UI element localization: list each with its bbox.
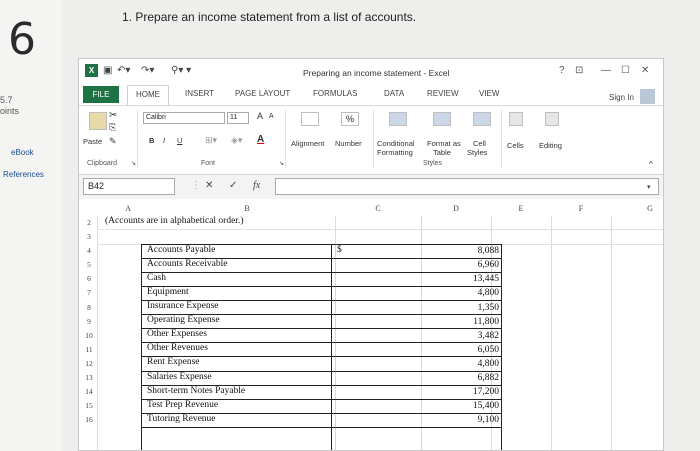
tab-data[interactable]: DATA bbox=[384, 89, 405, 98]
close-icon[interactable]: ✕ bbox=[641, 65, 650, 76]
tab-formulas[interactable]: FORMULAS bbox=[313, 89, 358, 98]
account-name-cell[interactable]: Other Revenues bbox=[147, 343, 208, 354]
spreadsheet-grid bbox=[79, 202, 664, 451]
divider bbox=[285, 110, 286, 168]
underline-button[interactable]: U bbox=[177, 136, 183, 145]
ribbon-tabs bbox=[79, 85, 664, 105]
amount-cell[interactable]: 4,800 bbox=[477, 358, 499, 369]
row-header[interactable]: 9 bbox=[87, 316, 91, 326]
expand-formula-icon[interactable]: ▾ bbox=[647, 184, 651, 191]
row-header[interactable]: 6 bbox=[87, 274, 91, 284]
alignment-icon[interactable] bbox=[301, 112, 319, 126]
amount-cell[interactable]: 6,960 bbox=[477, 260, 499, 271]
divider bbox=[137, 110, 138, 168]
table-border bbox=[141, 244, 501, 245]
collapse-ribbon-icon[interactable]: ^ bbox=[649, 160, 653, 169]
column-header-f[interactable]: F bbox=[578, 204, 584, 213]
cell-styles-icon bbox=[473, 112, 491, 126]
question-text: 1. Prepare an income statement from a list of accounts. bbox=[122, 10, 417, 24]
grid-line bbox=[335, 216, 336, 451]
amount-cell[interactable]: 1,350 bbox=[477, 302, 499, 313]
column-header-a[interactable]: A bbox=[125, 204, 131, 213]
row-header[interactable]: 2 bbox=[87, 218, 91, 227]
cell-styles-label-2[interactable]: Styles bbox=[467, 148, 488, 157]
grid-line bbox=[97, 216, 98, 451]
row-header[interactable]: 16 bbox=[85, 415, 93, 425]
cell-styles-button[interactable]: Cell bbox=[473, 139, 486, 148]
ebook-link[interactable]: eBook bbox=[11, 148, 34, 157]
conditional-formatting-label-2[interactable]: Formatting bbox=[377, 148, 413, 157]
amount-cell[interactable]: 6,050 bbox=[477, 344, 499, 355]
account-name-cell[interactable]: Accounts Receivable bbox=[147, 258, 228, 269]
row-header[interactable]: 11 bbox=[85, 344, 93, 354]
row-header[interactable]: 4 bbox=[87, 246, 91, 256]
column-header-g[interactable]: G bbox=[647, 204, 653, 213]
amount-cell[interactable]: 15,400 bbox=[472, 401, 499, 412]
styles-group-label: Styles bbox=[423, 160, 443, 167]
clipboard-launcher-icon[interactable]: ↘ bbox=[131, 161, 137, 167]
account-name-cell[interactable]: Equipment bbox=[147, 286, 189, 297]
minimize-icon[interactable]: — bbox=[601, 65, 611, 76]
paste-icon[interactable] bbox=[89, 112, 107, 130]
account-name-cell[interactable]: Rent Expense bbox=[147, 357, 200, 368]
column-header-b[interactable]: B bbox=[244, 204, 250, 213]
table-border bbox=[331, 244, 332, 451]
percent-icon[interactable]: % bbox=[341, 112, 359, 126]
divider bbox=[373, 110, 374, 168]
insert-function-button[interactable]: fx bbox=[253, 180, 261, 191]
row-header[interactable]: 5 bbox=[87, 260, 91, 270]
window-title: Preparing an income statement - Excel bbox=[303, 68, 450, 78]
grid-line bbox=[141, 427, 501, 428]
row-header[interactable]: 7 bbox=[87, 288, 91, 298]
row-header[interactable]: 8 bbox=[87, 302, 91, 312]
row-header[interactable]: 10 bbox=[85, 330, 93, 340]
font-launcher-icon[interactable]: ↘ bbox=[279, 161, 285, 167]
font-group-label: Font bbox=[201, 160, 216, 167]
more-icon: ⋮ bbox=[191, 180, 201, 191]
copy-icon[interactable]: ⎘ bbox=[109, 122, 117, 132]
amount-cell[interactable]: 8,088 bbox=[477, 246, 499, 257]
save-icon[interactable]: ▣ bbox=[103, 65, 113, 76]
amount-cell[interactable]: 6,882 bbox=[477, 373, 499, 383]
cells-button[interactable]: Cells bbox=[507, 141, 524, 150]
editing-button[interactable]: Editing bbox=[539, 141, 562, 150]
format-as-table-label-2[interactable]: Table bbox=[433, 148, 451, 157]
account-name-cell[interactable]: Short-term Notes Payable bbox=[147, 385, 246, 396]
divider bbox=[501, 110, 502, 168]
grid-line bbox=[97, 229, 664, 230]
shrink-font-button[interactable]: A bbox=[269, 113, 274, 120]
account-name-cell[interactable]: Tutoring Revenue bbox=[147, 413, 216, 424]
conditional-formatting-button[interactable]: Conditional bbox=[377, 139, 415, 148]
left-sidebar bbox=[0, 0, 62, 451]
excel-window bbox=[78, 58, 664, 451]
tab-file[interactable]: FILE bbox=[83, 86, 119, 103]
amount-cell[interactable]: 13,445 bbox=[472, 274, 499, 285]
conditional-formatting-icon bbox=[389, 112, 407, 126]
column-header-e[interactable]: E bbox=[518, 204, 524, 213]
row-header[interactable]: 12 bbox=[85, 358, 93, 368]
format-as-table-icon bbox=[433, 112, 451, 126]
amount-cell[interactable]: 4,800 bbox=[477, 288, 499, 299]
ribbon-display-icon[interactable]: ⊡ bbox=[575, 65, 584, 76]
cancel-icon[interactable]: ✕ bbox=[205, 180, 214, 191]
currency-symbol: $ bbox=[337, 245, 342, 255]
customize-qa-icon[interactable]: ⚲▾ ▾ bbox=[171, 65, 192, 76]
format-painter-icon[interactable]: ✎ bbox=[109, 136, 117, 146]
undo-icon[interactable]: ↶▾ bbox=[117, 65, 131, 76]
tab-view[interactable]: VIEW bbox=[479, 89, 500, 98]
references-link[interactable]: References bbox=[3, 170, 44, 179]
alignment-button[interactable]: Alignment bbox=[291, 139, 325, 148]
column-header-d[interactable]: D bbox=[453, 204, 459, 213]
number-button[interactable]: Number bbox=[335, 139, 362, 148]
font-size-select[interactable]: 11 bbox=[227, 112, 249, 124]
tab-insert[interactable]: INSERT bbox=[185, 89, 215, 98]
account-name-cell[interactable]: Accounts Payable bbox=[147, 244, 216, 255]
table-border bbox=[501, 244, 502, 451]
account-name-cell[interactable]: Salaries Expense bbox=[147, 371, 212, 382]
account-name-cell[interactable]: Cash bbox=[147, 272, 166, 283]
question-number: 6 bbox=[8, 14, 36, 65]
enter-icon[interactable]: ✓ bbox=[229, 180, 238, 191]
row-header[interactable]: 3 bbox=[87, 232, 91, 241]
grid-line bbox=[551, 216, 552, 451]
account-name-cell[interactable]: Operating Expense bbox=[147, 315, 220, 326]
account-name-cell[interactable]: Insurance Expense bbox=[147, 301, 219, 311]
cut-icon[interactable]: ✂ bbox=[109, 110, 118, 121]
format-as-table-button[interactable]: Format as bbox=[427, 139, 461, 148]
row-header[interactable]: 14 bbox=[85, 387, 93, 397]
amount-cell[interactable]: 9,100 bbox=[477, 415, 499, 426]
points-label: 5.7 oints bbox=[0, 95, 20, 116]
title-bar bbox=[79, 59, 664, 83]
column-header-c[interactable]: C bbox=[375, 204, 381, 213]
table-border bbox=[141, 244, 142, 451]
account-name-cell[interactable]: Other Expenses bbox=[147, 329, 207, 340]
clipboard-group-label: Clipboard bbox=[87, 160, 117, 167]
italic-button[interactable]: I bbox=[163, 136, 166, 145]
cells-icon bbox=[509, 112, 523, 126]
name-box[interactable]: B42 bbox=[83, 178, 175, 195]
amount-cell[interactable]: 17,200 bbox=[472, 387, 499, 398]
avatar[interactable] bbox=[640, 89, 655, 104]
paste-button[interactable]: Paste bbox=[83, 137, 103, 146]
grid-line bbox=[141, 272, 501, 273]
row-header[interactable]: 13 bbox=[85, 373, 93, 382]
grid-line bbox=[611, 216, 612, 451]
tab-review[interactable]: REVIEW bbox=[427, 89, 459, 98]
font-color-button[interactable]: A bbox=[257, 134, 265, 145]
sign-in-link[interactable]: Sign In bbox=[609, 93, 634, 102]
binoculars-icon bbox=[545, 112, 559, 126]
formula-input[interactable] bbox=[275, 178, 659, 195]
restore-icon[interactable]: ☐ bbox=[621, 65, 630, 76]
grow-font-button[interactable]: A bbox=[257, 111, 264, 121]
help-icon[interactable]: ? bbox=[559, 65, 565, 76]
amount-cell[interactable]: 3,482 bbox=[477, 330, 499, 341]
font-name-select[interactable]: Calibri bbox=[143, 112, 225, 124]
row-header[interactable]: 15 bbox=[85, 401, 93, 411]
bold-button[interactable]: B bbox=[149, 136, 155, 145]
excel-logo-icon: X bbox=[85, 64, 98, 77]
tab-page-layout[interactable]: PAGE LAYOUT bbox=[235, 89, 291, 98]
instructions-cell[interactable]: (Accounts are in alphabetical order.) bbox=[105, 216, 244, 226]
grid-line bbox=[141, 286, 501, 287]
borders-icon[interactable]: ⊞▾ bbox=[205, 135, 218, 145]
formula-bar bbox=[79, 175, 664, 199]
amount-cell[interactable]: 11,800 bbox=[473, 316, 499, 327]
account-name-cell[interactable]: Test Prep Revenue bbox=[147, 399, 219, 410]
fill-color-icon[interactable]: ◈▾ bbox=[231, 135, 243, 145]
tab-home[interactable]: HOME bbox=[127, 85, 169, 105]
redo-icon[interactable]: ↷▾ bbox=[141, 65, 155, 76]
ribbon bbox=[79, 105, 664, 175]
